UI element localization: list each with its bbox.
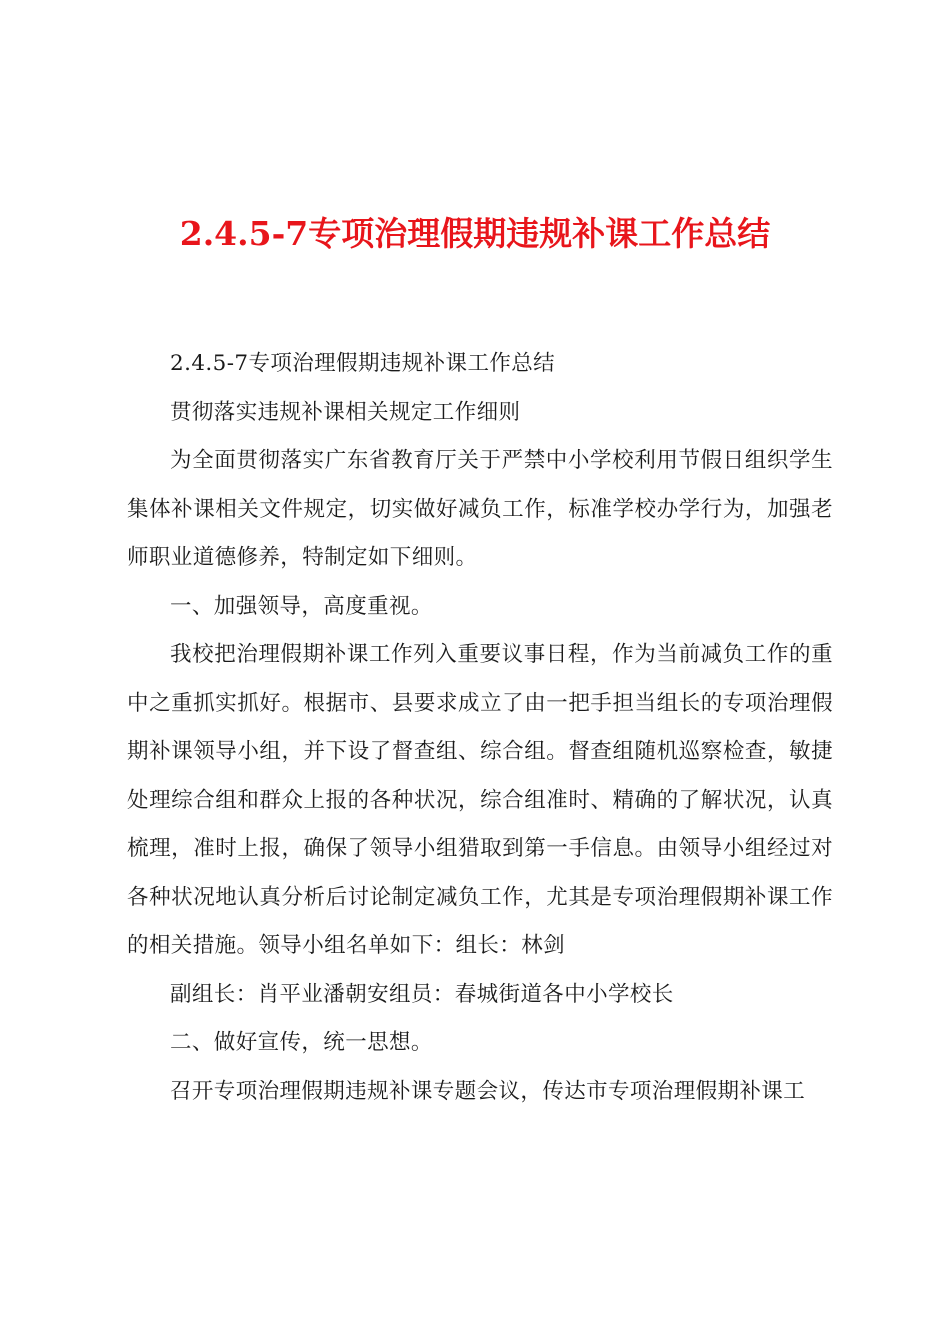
paragraph-members: 副组长：肖平业潘朝安组员：春城街道各中小学校长: [170, 981, 674, 1007]
document-body: [127, 340, 833, 1116]
section-heading-2: 二、做好宣传，统一思想。: [170, 1030, 433, 1055]
paragraph-meeting: 召开专项治理假期违规补课专题会议，传达市专项治理假期补课工: [170, 1078, 806, 1104]
paragraph-intro: 为全面贯彻落实广东省教育厅关于严禁中小学校利用节假日组织学生集体补课相关文件规定，切实做好减负工作，标准学校办学行为，加强老师职业道德修养，特制定如下细则。: [127, 448, 833, 570]
paragraph-heading-rules: 贯彻落实违规补课相关规定工作细则: [170, 399, 521, 425]
section-heading-1: 一、加强领导，高度重视。: [170, 593, 433, 619]
paragraph-leadership: 我校把治理假期补课工作列入重要议事日程，作为当前减负工作的重中之重抓实抓好。根据市、县要求成立了由一把手担当组长的专项治理假期补课领导小组，并下设了督查组、综合组。督查组随机巡察检查，敏捷处理综合组和群众上报的各种状况，综合组准时、精确的了解状况，认真梳理，准时上报，确保了领导小组猎取到第一手信息。由领导小组经过对各种状况地认真分析后讨论制定减负工作，尤其是专项治理假期补课工作的相关措施。领导小组名单如下：组长：林剑: [127, 642, 833, 958]
paragraph-subtitle: 2.4.5-7专项治理假期违规补课工作总结: [170, 351, 556, 376]
document-title: 2.4.5-7专项治理假期违规补课工作总结: [179, 214, 771, 253]
